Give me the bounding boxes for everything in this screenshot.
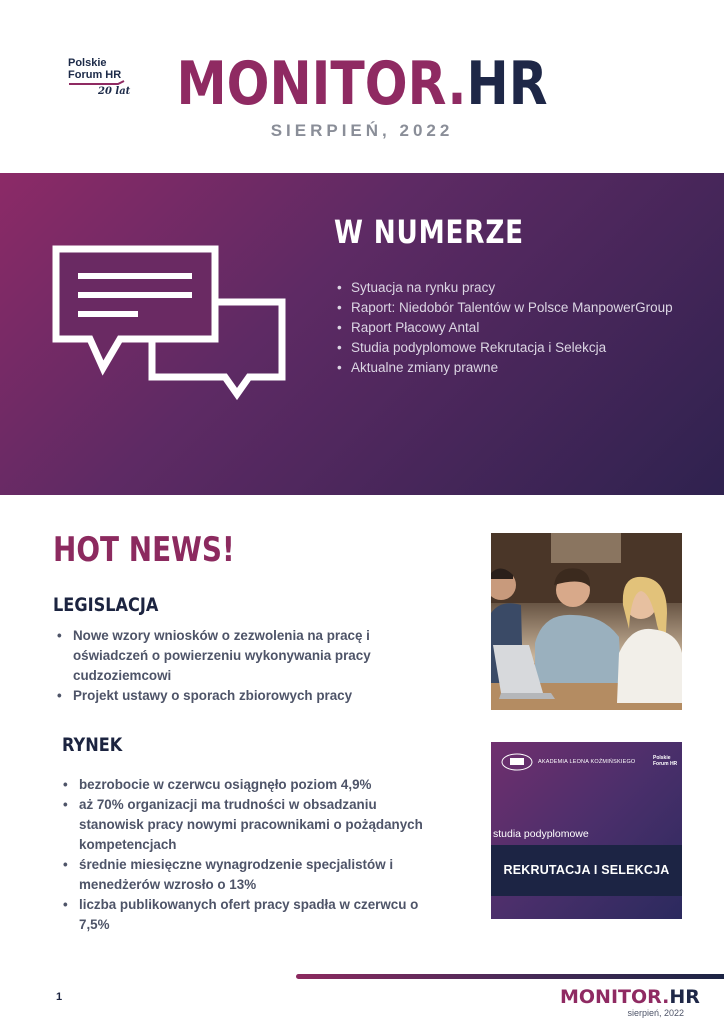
footer-divider bbox=[296, 974, 724, 979]
hot-news-title: HOT NEWS! bbox=[53, 530, 235, 570]
toc-item: • Sytuacja na rynku pracy bbox=[334, 278, 714, 298]
logo-line-2: Forum HR bbox=[68, 69, 122, 81]
masthead-part-1: MONITOR. bbox=[176, 49, 467, 119]
rynek-heading: RYNEK bbox=[62, 734, 123, 756]
masthead-title bbox=[58, 44, 666, 124]
toc-item: • Studia podyplomowe Rekrutacja i Selekcja bbox=[334, 338, 714, 358]
legislacja-item: • Nowe wzory wniosków o zezwolenia na pracę i oświadczeń o powierzeniu wykonywania pracy cudzoziemcowi bbox=[56, 626, 406, 686]
ad-academy-name: AKADEMIA LEONA KOŹMIŃSKIEGO bbox=[538, 759, 636, 765]
ad-subtitle: studia podyplomowe bbox=[493, 828, 589, 840]
logo-anniversary: 20 lat bbox=[98, 86, 131, 97]
ad-logo-line-1: Polskie bbox=[653, 755, 671, 761]
team-laptop-photo bbox=[491, 533, 682, 710]
footer-brand-part-2: HR bbox=[669, 986, 700, 1008]
legislacja-heading: LEGISLACJA bbox=[53, 594, 159, 616]
banner-title: W NUMERZE bbox=[334, 213, 524, 251]
logo-line-1: Polskie bbox=[68, 57, 107, 69]
rynek-item: • bezrobocie w czerwcu osiągnęło poziom 4,9% bbox=[62, 775, 432, 795]
academy-logo-icon bbox=[501, 753, 533, 771]
course-ad-banner[interactable] bbox=[491, 742, 682, 919]
legislacja-item: • Projekt ustawy o sporach zbiorowych pracy bbox=[56, 686, 406, 706]
toc-item: • Aktualne zmiany prawne bbox=[334, 358, 714, 378]
issue-date: SIERPIEŃ, 2022 bbox=[270, 121, 454, 140]
toc-item: • Raport: Niedobór Talentów w Polsce ManpowerGroup bbox=[334, 298, 714, 318]
photo-illustration bbox=[491, 533, 682, 710]
rynek-list bbox=[62, 775, 432, 935]
footer-brand bbox=[560, 986, 700, 1008]
footer-brand-part-1: MONITOR. bbox=[560, 986, 670, 1008]
ad-title: REKRUTACJA I SELEKCJA bbox=[503, 863, 670, 877]
footer-date: sierpień, 2022 bbox=[627, 1008, 684, 1018]
legislacja-list bbox=[56, 626, 406, 706]
rynek-item: • średnie miesięczne wynagrodzenie specjalistów i menedżerów wzrosło o 13% bbox=[62, 855, 432, 895]
page-number: 1 bbox=[56, 991, 63, 1003]
rynek-item: • aż 70% organizacji ma trudności w obsadzaniu stanowisk pracy nowymi pracownikami o pożądanych kompetencjach bbox=[62, 795, 432, 855]
ad-partner-logo bbox=[653, 755, 677, 767]
toc-list bbox=[334, 278, 714, 378]
masthead-part-2: HR bbox=[466, 49, 548, 119]
ad-logo-line-2: Forum HR bbox=[653, 761, 678, 767]
toc-item: • Raport Płacowy Antal bbox=[334, 318, 714, 338]
rynek-item: • liczba publikowanych ofert pracy spadła w czerwcu o 7,5% bbox=[62, 895, 432, 935]
chat-bubbles-icon bbox=[52, 245, 286, 405]
